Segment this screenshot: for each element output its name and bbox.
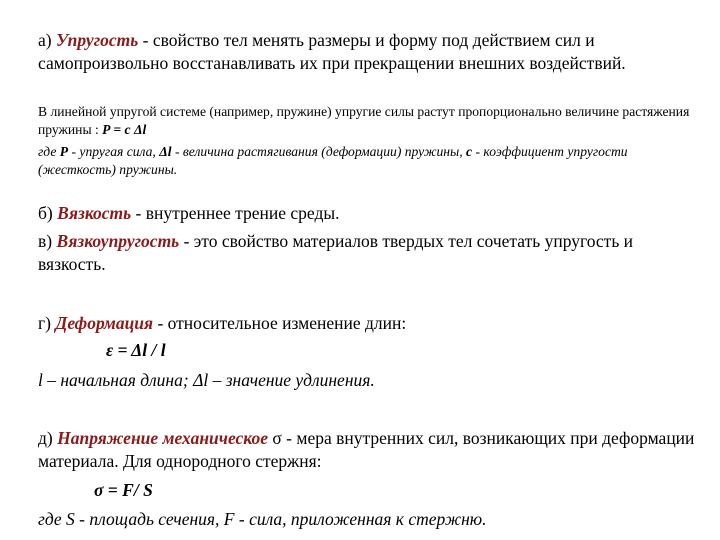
- elasticity-note: [38, 103, 698, 139]
- symbol-p: P: [59, 144, 69, 159]
- term-viscoelasticity: Вязкоупругость: [56, 231, 180, 251]
- legend-start: где: [38, 144, 60, 159]
- item-prefix: а): [38, 30, 56, 50]
- definition-viscosity: [38, 202, 698, 225]
- strain-caption: l – начальная длина; Δl – значение удлинения.: [38, 370, 375, 390]
- symbol-c: c: [466, 144, 473, 159]
- term-elasticity: Упругость: [55, 30, 139, 50]
- item-prefix: в): [38, 231, 57, 251]
- term-viscosity: Вязкость: [57, 203, 132, 223]
- definition-viscoelasticity: [38, 230, 698, 276]
- definition-text: - свойство тел менять размеры и форму под действием сил и самопроизвольно восстанавливать их при прекращении внешних воздействий.: [38, 30, 626, 73]
- item-prefix: д): [38, 428, 58, 448]
- definition-text: - относительное изменение длин:: [153, 313, 407, 333]
- strain-formula: ε = Δl / l: [106, 340, 166, 360]
- stress-formula: σ = F/ S: [94, 480, 153, 500]
- item-prefix: б): [38, 203, 58, 223]
- definition-deformation: [38, 312, 698, 335]
- elasticity-legend: [38, 143, 698, 179]
- definition-text: σ - мера внутренних сил, возникающих при деформации материала. Для однородного стержня:: [38, 428, 695, 471]
- term-deformation: Деформация: [55, 313, 154, 333]
- definition-stress: [38, 427, 698, 473]
- definition-text: - внутреннее трение среды.: [131, 203, 340, 223]
- hooke-formula: P = c Δl: [102, 122, 147, 137]
- symbol-dl: Δl: [159, 144, 172, 159]
- definition-elasticity: [38, 29, 698, 75]
- definition-text: - это свойство материалов твердых тел сочетать упругость и вязкость.: [38, 231, 634, 274]
- item-prefix: г): [38, 313, 56, 333]
- legend-mid1: - упругая сила,: [68, 144, 160, 159]
- term-stress: Напряжение механическое: [57, 428, 268, 448]
- legend-mid2: - величина растягивания (деформации) пружины,: [171, 144, 467, 159]
- note-text: В линейной упругой системе (например, пружине) упругие силы растут пропорционально величине растяжения пружины :: [38, 104, 690, 137]
- stress-caption: где S - площадь сечения, F - сила, приложенная к стержню.: [38, 509, 487, 529]
- legend-end: - коэффициент упругости (жесткость) пружины.: [38, 144, 628, 177]
